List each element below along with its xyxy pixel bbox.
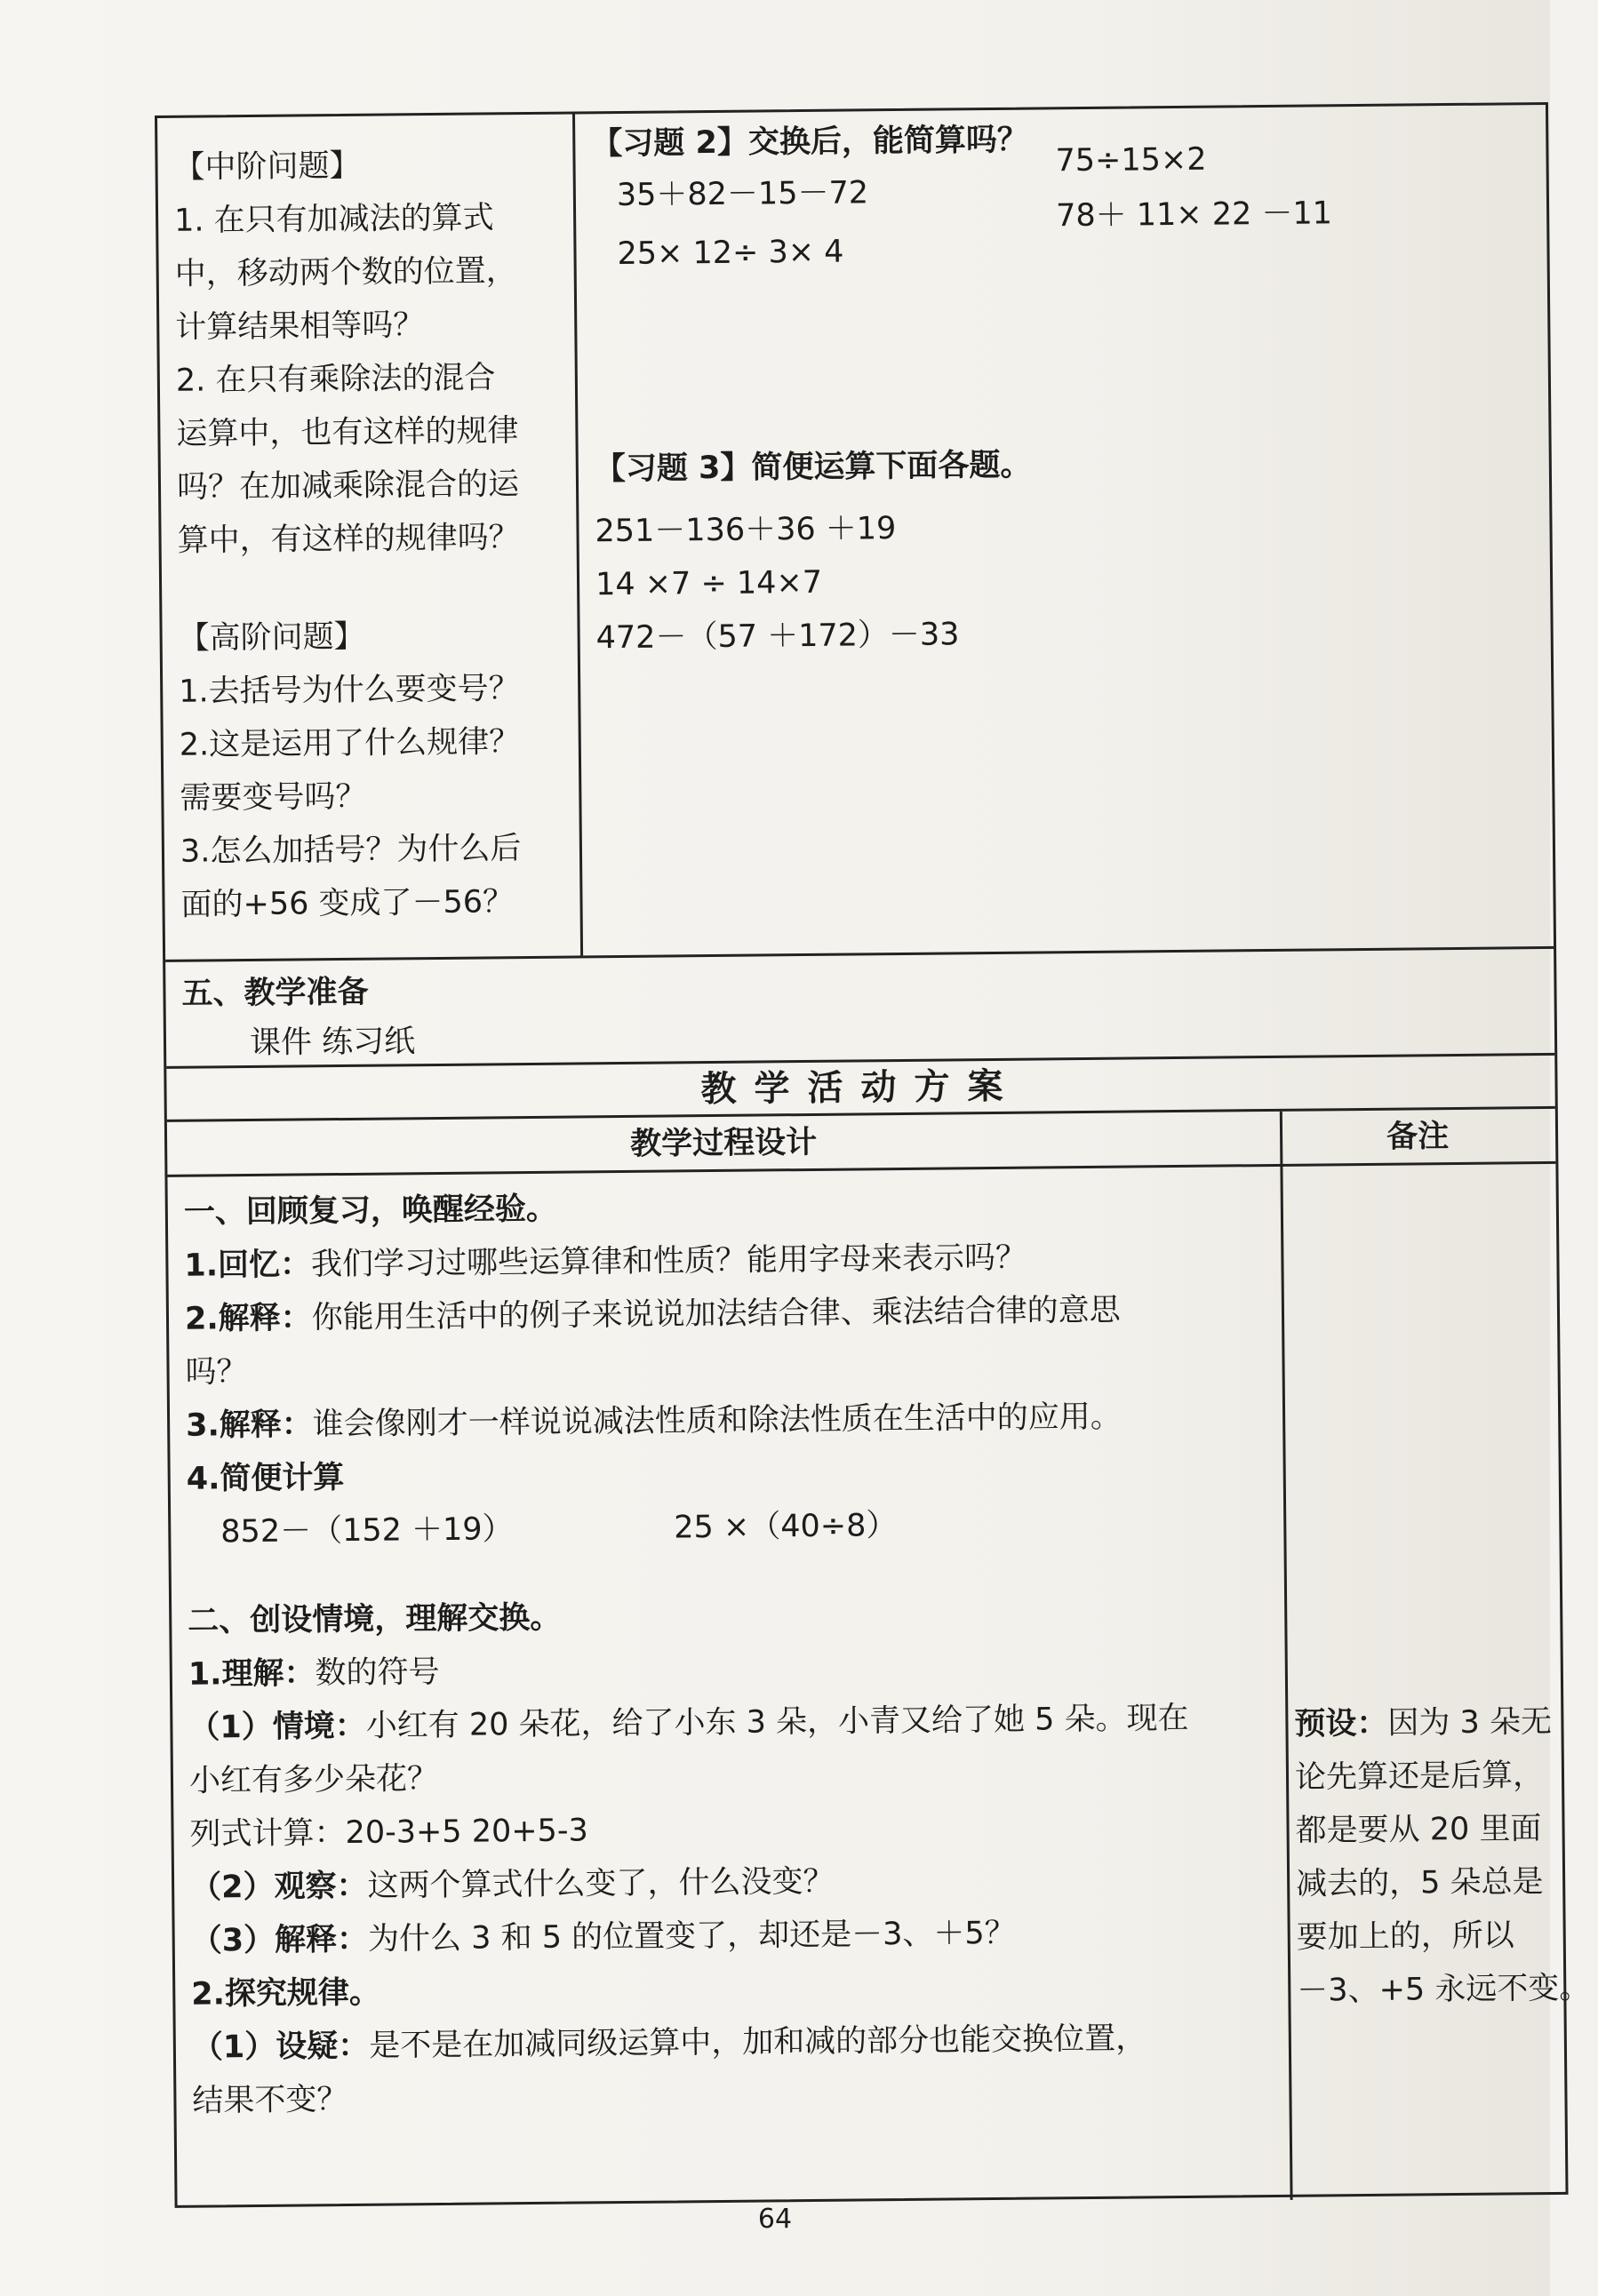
calc-expression: 25 ×（40÷8） xyxy=(674,1508,898,1546)
remark-line: 论先算还是后算， xyxy=(1294,1758,1545,1796)
remark-note xyxy=(1294,1695,1591,2071)
high-question-line: 2.这是运用了什么规律？ xyxy=(179,724,521,763)
mid-question-line: 中，移动两个数的位置， xyxy=(174,253,517,292)
step-text: 这两个算式什么变了，什么没变？ xyxy=(367,1863,835,1904)
mid-question-line: 运算中，也有这样的规律 xyxy=(176,413,519,452)
exercise-3-title: 【习题 3】简便运算下面各题。 xyxy=(594,447,1032,488)
step-text-continued: 结果不变？ xyxy=(192,2082,348,2119)
step-text: 谁会像刚才一样说说减法性质和除法性质在生活中的应用。 xyxy=(312,1399,1122,1443)
exercise-3-item: 472－（57 ＋172）－33 xyxy=(595,617,960,657)
step-label: 1.回忆： xyxy=(184,1247,312,1284)
simple-calc-expressions xyxy=(187,1495,1268,1559)
exercise-3-item: 251－136＋36 ＋19 xyxy=(595,511,897,550)
exercises-column xyxy=(575,105,1586,956)
step-text-continued: 小红有多少朵花？ xyxy=(188,1761,439,1799)
section-1-title: 一、回顾复习，唤醒经验。 xyxy=(183,1191,558,1231)
step-text: 数的符号 xyxy=(315,1654,440,1692)
exercise-3-item: 14 ×7 ÷ 14×7 xyxy=(595,564,823,603)
lesson-plan-table xyxy=(155,102,1591,2208)
mid-question-line: 2. 在只有乘除法的混合 xyxy=(175,360,496,399)
high-question-line: 面的+56 变成了－56？ xyxy=(180,884,515,923)
remark-line: 减去的，5 朵总是 xyxy=(1295,1864,1544,1902)
remark-label: 预设： xyxy=(1294,1705,1388,1742)
exercise-2-item: 78＋ 11× 22 －11 xyxy=(1055,195,1333,235)
problems-row xyxy=(157,105,1554,962)
notes-column-header: 备注 xyxy=(1386,1119,1450,1155)
page-number: 64 xyxy=(757,2204,793,2235)
exercise-2-title: 【习题 2】交换后，能简算吗？ xyxy=(591,122,1029,163)
remark-line: 因为 3 朵无 xyxy=(1387,1703,1553,1742)
step-label: 3.解释： xyxy=(185,1407,313,1444)
step-label: 2.解释： xyxy=(184,1300,312,1337)
high-questions-title: 【高阶问题】 xyxy=(178,618,365,657)
exercise-2-item: 25× 12÷ 3× 4 xyxy=(617,234,844,273)
step-explain xyxy=(185,1282,1266,1346)
teaching-preparation xyxy=(165,949,1554,1069)
step-text: 我们学习过哪些运算律和性质？能用字母来表示吗？ xyxy=(310,1240,1027,1283)
process-column-header: 教学过程设计 xyxy=(629,1124,818,1162)
remark-line: 都是要从 20 里面 xyxy=(1295,1811,1542,1849)
questions-column xyxy=(157,114,583,959)
mid-questions-title: 【中阶问题】 xyxy=(173,147,361,186)
step-text: 是不是在加减同级运算中，加和减的部分也能交换位置， xyxy=(369,2021,1147,2064)
teaching-process xyxy=(167,1167,1290,2208)
step-label: （1）设疑： xyxy=(191,2028,370,2066)
step-explain-2 xyxy=(186,1389,1267,1453)
mid-question-line: 1. 在只有加减法的算式 xyxy=(173,200,494,239)
calc-expression: 852－（152 ＋19） xyxy=(220,1511,514,1551)
section-2-title: 二、创设情境，理解交换。 xyxy=(188,1599,562,1639)
preparation-items: 课件 练习纸 xyxy=(249,1024,416,1062)
preparation-title: 五、教学准备 xyxy=(181,974,369,1012)
remark-line: 要加上的，所以 xyxy=(1296,1917,1514,1956)
exercise-2-item: 75÷15×2 xyxy=(1055,141,1207,179)
step-text: 小红有 20 朵花，给了小东 3 朵，小青又给了她 5 朵。现在 xyxy=(365,1700,1189,1744)
calc-line: 列式计算：20-3+5 20+5-3 xyxy=(189,1813,588,1853)
step-label: （2）观察： xyxy=(189,1868,368,1906)
high-question-line: 1.去括号为什么要变号？ xyxy=(179,671,520,710)
step-simple-calc: 4.简便计算 xyxy=(186,1460,345,1497)
step-label: 1.理解： xyxy=(188,1655,316,1693)
remark-line: －3、+5 永远不变。 xyxy=(1297,1970,1591,2009)
mid-question-line: 吗？在加减乘除混合的运 xyxy=(176,466,520,506)
step-explore: 2.探究规律。 xyxy=(191,1974,381,2013)
step-label: （3）解释： xyxy=(190,1921,369,1959)
mid-question-line: 算中，有这样的规律吗？ xyxy=(177,520,520,559)
step-text: 为什么 3 和 5 的位置变了，却还是－3、＋5？ xyxy=(367,1915,1016,1957)
step-label: （1）情境： xyxy=(188,1708,366,1746)
activity-plan-title: 教学活动方案 xyxy=(166,1056,1555,1122)
step-text: 你能用生活中的例子来说说加法结合律、乘法结合律的意思 xyxy=(311,1292,1121,1336)
step-text-continued: 吗？ xyxy=(185,1354,248,1391)
mid-question-line: 计算结果相等吗？ xyxy=(175,307,425,346)
high-question-line: 3.怎么加括号？为什么后 xyxy=(180,831,522,870)
exercise-2-item: 35＋82－15－72 xyxy=(616,175,869,214)
high-question-line: 需要变号吗？ xyxy=(180,778,367,817)
